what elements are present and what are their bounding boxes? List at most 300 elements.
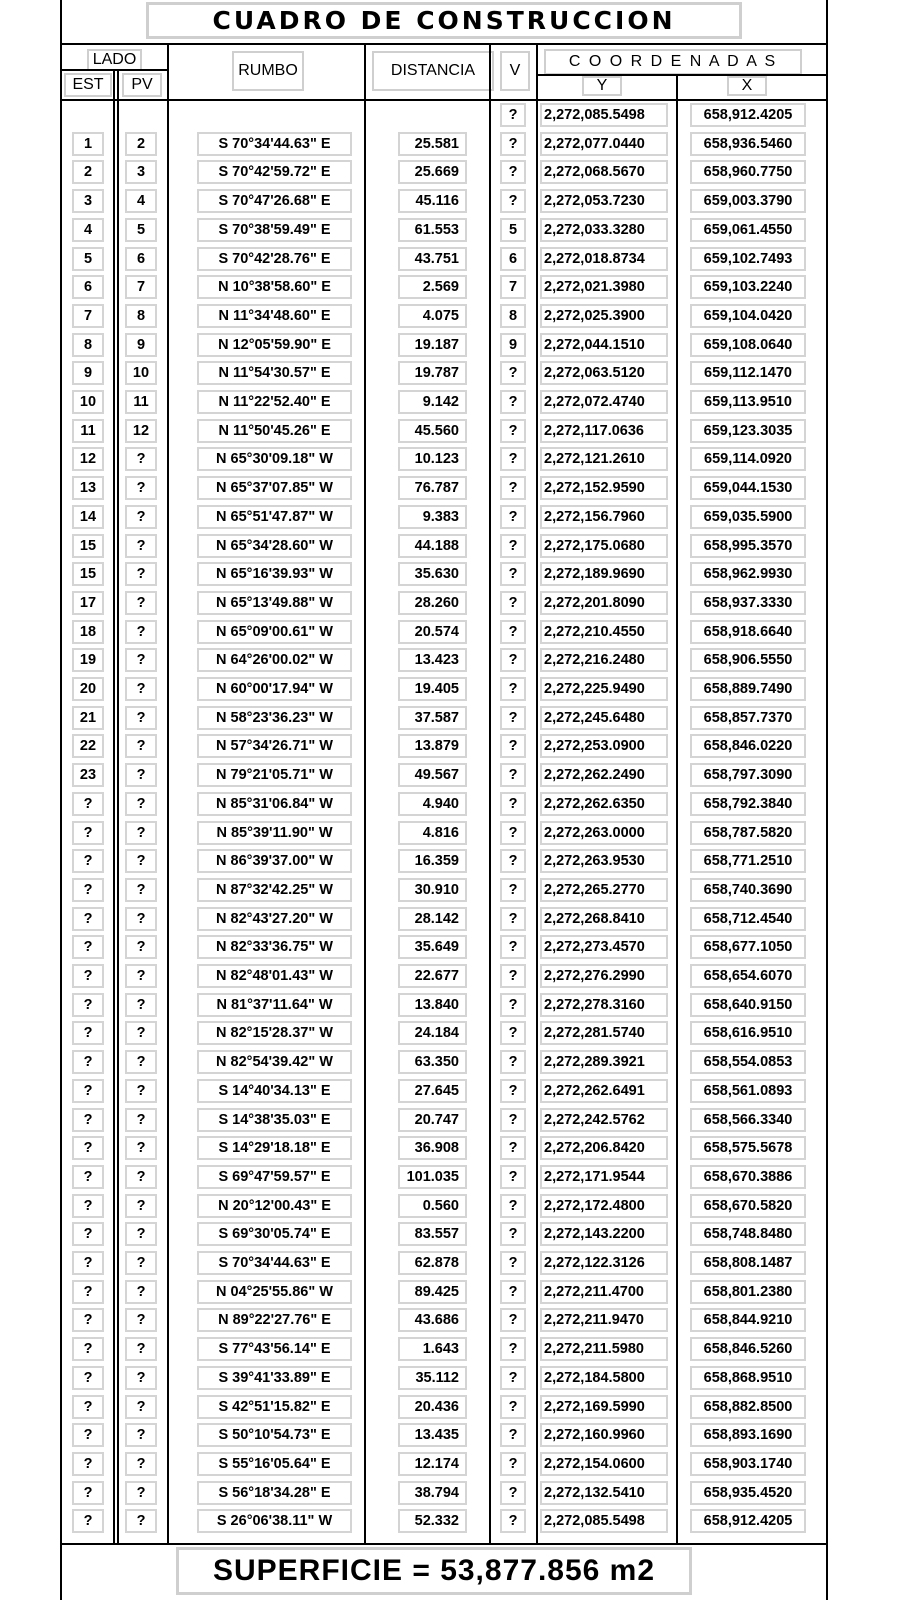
table-row — [62, 101, 826, 130]
coord-y-cell: 2,272,263.0000 — [540, 821, 668, 845]
header-lado: LADO — [87, 49, 142, 71]
table-row — [62, 1077, 826, 1106]
rumbo-cell: N 11°22'52.40" E — [197, 390, 352, 414]
v-cell: 7 — [500, 275, 526, 299]
coord-x-cell: 658,844.9210 — [690, 1308, 806, 1332]
coord-x-cell: 658,868.9510 — [690, 1366, 806, 1390]
distancia-cell: 89.425 — [398, 1280, 467, 1304]
rumbo-cell: S 70°34'44.63" E — [197, 132, 352, 156]
table-row — [62, 618, 826, 647]
v-cell: ? — [500, 849, 526, 873]
distancia-cell: 19.187 — [398, 333, 467, 357]
distancia-cell: 45.560 — [398, 419, 467, 443]
v-cell: ? — [500, 1108, 526, 1132]
table-row — [62, 187, 826, 216]
table-row — [62, 503, 826, 532]
coord-x-cell: 658,748.8480 — [690, 1222, 806, 1246]
coord-y-cell: 2,272,206.8420 — [540, 1136, 668, 1160]
coord-y-cell: 2,272,085.5498 — [540, 1509, 668, 1533]
coord-x-cell: 658,960.7750 — [690, 160, 806, 184]
coord-y-cell: 2,272,172.4800 — [540, 1194, 668, 1218]
coord-y-cell: 2,272,216.2480 — [540, 648, 668, 672]
coord-y-cell: 2,272,245.6480 — [540, 706, 668, 730]
table-row — [62, 1364, 826, 1393]
table-row — [62, 331, 826, 360]
est-cell: 9 — [72, 361, 104, 385]
v-cell: ? — [500, 763, 526, 787]
table-row — [62, 905, 826, 934]
est-cell: 8 — [72, 333, 104, 357]
coord-x-cell: 658,670.5820 — [690, 1194, 806, 1218]
est-cell: ? — [72, 907, 104, 931]
rumbo-cell: S 70°47'26.68" E — [197, 189, 352, 213]
est-cell: 18 — [72, 620, 104, 644]
table-row — [62, 1220, 826, 1249]
header-y: Y — [582, 76, 622, 96]
coord-y-cell: 2,272,063.5120 — [540, 361, 668, 385]
est-cell: ? — [72, 1481, 104, 1505]
table-row — [62, 1421, 826, 1450]
coord-x-cell: 658,962.9930 — [690, 562, 806, 586]
table-row — [62, 991, 826, 1020]
distancia-cell: 45.116 — [398, 189, 467, 213]
rumbo-cell: S 14°29'18.18" E — [197, 1136, 352, 1160]
v-cell: ? — [500, 878, 526, 902]
coord-x-cell: 658,937.3330 — [690, 591, 806, 615]
table-row — [62, 1163, 826, 1192]
coord-y-cell: 2,272,265.2770 — [540, 878, 668, 902]
coord-x-cell: 658,801.2380 — [690, 1280, 806, 1304]
distancia-cell: 35.112 — [398, 1366, 467, 1390]
coord-y-cell: 2,272,117.0636 — [540, 419, 668, 443]
coord-x-cell: 658,995.3570 — [690, 534, 806, 558]
coord-x-cell: 658,616.9510 — [690, 1021, 806, 1045]
table-row — [62, 675, 826, 704]
rumbo-cell: N 86°39'37.00" W — [197, 849, 352, 873]
distancia-cell: 52.332 — [398, 1509, 467, 1533]
coord-y-cell: 2,272,025.3900 — [540, 304, 668, 328]
coord-y-cell: 2,272,211.9470 — [540, 1308, 668, 1332]
rumbo-cell: N 64°26'00.02" W — [197, 648, 352, 672]
rumbo-cell: N 89°22'27.76" E — [197, 1308, 352, 1332]
est-cell: ? — [72, 1021, 104, 1045]
coord-y-cell: 2,272,211.4700 — [540, 1280, 668, 1304]
distancia-cell: 13.423 — [398, 648, 467, 672]
header-x: X — [727, 76, 767, 96]
coord-x-cell: 659,003.3790 — [690, 189, 806, 213]
v-cell: ? — [500, 390, 526, 414]
v-cell: ? — [500, 1366, 526, 1390]
v-cell: ? — [500, 476, 526, 500]
est-cell: ? — [72, 1050, 104, 1074]
pv-cell: ? — [125, 763, 157, 787]
coord-y-cell: 2,272,160.9960 — [540, 1423, 668, 1447]
coord-x-cell: 659,113.9510 — [690, 390, 806, 414]
coord-y-cell: 2,272,053.7230 — [540, 189, 668, 213]
est-cell: ? — [72, 1509, 104, 1533]
coord-y-cell: 2,272,201.8090 — [540, 591, 668, 615]
pv-cell: ? — [125, 1194, 157, 1218]
v-cell: ? — [500, 734, 526, 758]
pv-cell: ? — [125, 1423, 157, 1447]
coord-x-cell: 658,654.6070 — [690, 964, 806, 988]
pv-cell: ? — [125, 792, 157, 816]
rumbo-cell: N 65°09'00.61" W — [197, 620, 352, 644]
rumbo-cell: S 14°38'35.03" E — [197, 1108, 352, 1132]
v-cell: ? — [500, 1136, 526, 1160]
pv-cell: ? — [125, 648, 157, 672]
distancia-cell: 20.574 — [398, 620, 467, 644]
pv-cell: 9 — [125, 333, 157, 357]
pv-cell: 10 — [125, 361, 157, 385]
pv-cell: ? — [125, 1337, 157, 1361]
est-cell: 1 — [72, 132, 104, 156]
est-cell: 11 — [72, 419, 104, 443]
distancia-cell: 49.567 — [398, 763, 467, 787]
table-row — [62, 819, 826, 848]
v-cell: ? — [500, 821, 526, 845]
coord-x-cell: 659,044.1530 — [690, 476, 806, 500]
distancia-cell: 9.383 — [398, 505, 467, 529]
v-cell: ? — [500, 1165, 526, 1189]
coord-x-cell: 658,936.5460 — [690, 132, 806, 156]
rumbo-cell: N 65°13'49.88" W — [197, 591, 352, 615]
pv-cell: ? — [125, 1452, 157, 1476]
distancia-cell: 35.649 — [398, 935, 467, 959]
distancia-cell: 1.643 — [398, 1337, 467, 1361]
table-row — [62, 560, 826, 589]
distancia-cell: 61.553 — [398, 218, 467, 242]
table-row — [62, 1106, 826, 1135]
rumbo-cell: S 77°43'56.14" E — [197, 1337, 352, 1361]
est-cell: ? — [72, 1108, 104, 1132]
distancia-cell: 13.840 — [398, 993, 467, 1017]
rumbo-cell: N 79°21'05.71" W — [197, 763, 352, 787]
coord-y-cell: 2,272,210.4550 — [540, 620, 668, 644]
distancia-cell: 20.747 — [398, 1108, 467, 1132]
coord-y-cell: 2,272,242.5762 — [540, 1108, 668, 1132]
distancia-cell: 43.686 — [398, 1308, 467, 1332]
table-row — [62, 1249, 826, 1278]
distancia-cell: 83.557 — [398, 1222, 467, 1246]
coord-x-cell: 658,787.5820 — [690, 821, 806, 845]
distancia-cell: 20.436 — [398, 1395, 467, 1419]
coord-y-cell: 2,272,175.0680 — [540, 534, 668, 558]
coord-y-cell: 2,272,225.9490 — [540, 677, 668, 701]
est-cell: ? — [72, 935, 104, 959]
table-row — [62, 732, 826, 761]
table-row — [62, 1134, 826, 1163]
v-cell: ? — [500, 419, 526, 443]
table-row — [62, 1507, 826, 1536]
est-cell: 5 — [72, 247, 104, 271]
coord-x-cell: 658,893.1690 — [690, 1423, 806, 1447]
v-cell: ? — [500, 993, 526, 1017]
v-cell: ? — [500, 132, 526, 156]
distancia-cell: 27.645 — [398, 1079, 467, 1103]
v-cell: ? — [500, 964, 526, 988]
table-row — [62, 388, 826, 417]
coord-x-cell: 658,903.1740 — [690, 1452, 806, 1476]
rumbo-cell: N 65°30'09.18" W — [197, 447, 352, 471]
coord-y-cell: 2,272,171.9544 — [540, 1165, 668, 1189]
pv-cell: 2 — [125, 132, 157, 156]
est-cell: 21 — [72, 706, 104, 730]
v-cell: ? — [500, 648, 526, 672]
coord-y-cell: 2,272,289.3921 — [540, 1050, 668, 1074]
rumbo-cell: N 82°33'36.75" W — [197, 935, 352, 959]
coord-y-cell: 2,272,273.4570 — [540, 935, 668, 959]
table-row — [62, 474, 826, 503]
header-est: EST — [64, 73, 112, 97]
est-cell: 15 — [72, 534, 104, 558]
est-cell: ? — [72, 1395, 104, 1419]
rumbo-cell: S 69°30'05.74" E — [197, 1222, 352, 1246]
coord-x-cell: 659,112.1470 — [690, 361, 806, 385]
rumbo-cell: N 82°48'01.43" W — [197, 964, 352, 988]
pv-cell: ? — [125, 1222, 157, 1246]
rumbo-cell: N 85°39'11.90" W — [197, 821, 352, 845]
distancia-cell: 37.587 — [398, 706, 467, 730]
header-v: V — [500, 51, 530, 91]
est-cell: 19 — [72, 648, 104, 672]
coord-y-cell: 2,272,211.5980 — [540, 1337, 668, 1361]
rumbo-cell: S 70°42'59.72" E — [197, 160, 352, 184]
distancia-cell: 13.879 — [398, 734, 467, 758]
coord-y-cell: 2,272,276.2990 — [540, 964, 668, 988]
coord-x-cell: 658,792.3840 — [690, 792, 806, 816]
pv-cell: ? — [125, 620, 157, 644]
coord-x-cell: 658,677.1050 — [690, 935, 806, 959]
coord-x-cell: 659,123.3035 — [690, 419, 806, 443]
distancia-cell: 38.794 — [398, 1481, 467, 1505]
coord-y-cell: 2,272,018.8734 — [540, 247, 668, 271]
table-row — [62, 589, 826, 618]
coord-y-cell: 2,272,169.5990 — [540, 1395, 668, 1419]
v-cell: 5 — [500, 218, 526, 242]
rumbo-cell: N 04°25'55.86" W — [197, 1280, 352, 1304]
distancia-cell: 25.581 — [398, 132, 467, 156]
v-cell: ? — [500, 1308, 526, 1332]
coord-y-cell: 2,272,077.0440 — [540, 132, 668, 156]
est-cell: 15 — [72, 562, 104, 586]
construction-table — [60, 0, 828, 1600]
table-row — [62, 1306, 826, 1335]
rumbo-cell: N 20°12'00.43" E — [197, 1194, 352, 1218]
coord-x-cell: 658,712.4540 — [690, 907, 806, 931]
est-cell: 17 — [72, 591, 104, 615]
distancia-cell: 19.787 — [398, 361, 467, 385]
pv-cell: ? — [125, 734, 157, 758]
v-cell: ? — [500, 189, 526, 213]
coord-x-cell: 658,797.3090 — [690, 763, 806, 787]
table-row — [62, 532, 826, 561]
v-cell: ? — [500, 1423, 526, 1447]
distancia-cell: 28.142 — [398, 907, 467, 931]
table-row — [62, 273, 826, 302]
coord-y-cell: 2,272,121.2610 — [540, 447, 668, 471]
table-row — [62, 1048, 826, 1077]
rumbo-cell: N 85°31'06.84" W — [197, 792, 352, 816]
pv-cell: ? — [125, 677, 157, 701]
est-cell: ? — [72, 1136, 104, 1160]
header-distancia: DISTANCIA — [372, 51, 494, 91]
rumbo-cell: N 87°32'42.25" W — [197, 878, 352, 902]
rumbo-cell: N 11°50'45.26" E — [197, 419, 352, 443]
v-cell: ? — [500, 591, 526, 615]
coord-x-cell: 659,108.0640 — [690, 333, 806, 357]
v-cell: ? — [500, 1395, 526, 1419]
est-cell: ? — [72, 1308, 104, 1332]
pv-cell: ? — [125, 1366, 157, 1390]
v-cell: ? — [500, 103, 526, 127]
v-cell: ? — [500, 361, 526, 385]
table-row — [62, 646, 826, 675]
table-row — [62, 445, 826, 474]
est-cell: ? — [72, 1423, 104, 1447]
rumbo-cell: N 65°51'47.87" W — [197, 505, 352, 529]
pv-cell: ? — [125, 1509, 157, 1533]
v-cell: ? — [500, 1079, 526, 1103]
est-cell: 2 — [72, 160, 104, 184]
rumbo-cell: N 12°05'59.90" E — [197, 333, 352, 357]
est-cell: ? — [72, 1194, 104, 1218]
table-row — [62, 417, 826, 446]
coord-y-cell: 2,272,154.0600 — [540, 1452, 668, 1476]
table-row — [62, 1393, 826, 1422]
coord-y-cell: 2,272,033.3280 — [540, 218, 668, 242]
est-cell: ? — [72, 993, 104, 1017]
rumbo-cell: N 65°34'28.60" W — [197, 534, 352, 558]
coord-y-cell: 2,272,263.9530 — [540, 849, 668, 873]
rumbo-cell: N 11°34'48.60" E — [197, 304, 352, 328]
coord-y-cell: 2,272,122.3126 — [540, 1251, 668, 1275]
table-row — [62, 216, 826, 245]
coord-x-cell: 658,906.5550 — [690, 648, 806, 672]
distancia-cell: 24.184 — [398, 1021, 467, 1045]
distancia-cell: 16.359 — [398, 849, 467, 873]
superficie-total: SUPERFICIE = 53,877.856 m2 — [176, 1547, 692, 1595]
v-cell: 8 — [500, 304, 526, 328]
pv-cell: ? — [125, 1079, 157, 1103]
distancia-cell: 44.188 — [398, 534, 467, 558]
pv-cell: 12 — [125, 419, 157, 443]
coord-y-cell: 2,272,262.6491 — [540, 1079, 668, 1103]
rumbo-cell: N 65°16'39.93" W — [197, 562, 352, 586]
pv-cell: ? — [125, 878, 157, 902]
distancia-cell: 0.560 — [398, 1194, 467, 1218]
est-cell: ? — [72, 1337, 104, 1361]
v-cell: ? — [500, 1481, 526, 1505]
est-cell: 23 — [72, 763, 104, 787]
est-cell: 12 — [72, 447, 104, 471]
est-cell: ? — [72, 1366, 104, 1390]
pv-cell: ? — [125, 447, 157, 471]
coord-y-cell: 2,272,278.3160 — [540, 993, 668, 1017]
v-cell: ? — [500, 505, 526, 529]
pv-cell: 7 — [125, 275, 157, 299]
v-cell: ? — [500, 1452, 526, 1476]
coord-x-cell: 658,912.4205 — [690, 103, 806, 127]
pv-cell: ? — [125, 1395, 157, 1419]
distancia-cell: 4.816 — [398, 821, 467, 845]
coord-x-cell: 658,808.1487 — [690, 1251, 806, 1275]
v-cell: ? — [500, 792, 526, 816]
v-cell: 6 — [500, 247, 526, 271]
pv-cell: ? — [125, 505, 157, 529]
pv-cell: ? — [125, 706, 157, 730]
coord-x-cell: 659,104.0420 — [690, 304, 806, 328]
distancia-cell: 28.260 — [398, 591, 467, 615]
table-row — [62, 158, 826, 187]
pv-cell: ? — [125, 907, 157, 931]
distancia-cell: 30.910 — [398, 878, 467, 902]
coord-x-cell: 659,114.0920 — [690, 447, 806, 471]
coord-x-cell: 658,566.3340 — [690, 1108, 806, 1132]
v-cell: ? — [500, 1280, 526, 1304]
distancia-cell: 101.035 — [398, 1165, 467, 1189]
coord-x-cell: 658,670.3886 — [690, 1165, 806, 1189]
coord-y-cell: 2,272,189.9690 — [540, 562, 668, 586]
v-cell: ? — [500, 160, 526, 184]
pv-cell: ? — [125, 1108, 157, 1132]
est-cell: ? — [72, 792, 104, 816]
coord-x-cell: 658,771.2510 — [690, 849, 806, 873]
table-row — [62, 704, 826, 733]
coord-x-cell: 658,882.8500 — [690, 1395, 806, 1419]
table-row — [62, 933, 826, 962]
rumbo-cell: N 81°37'11.64" W — [197, 993, 352, 1017]
rumbo-cell: N 65°37'07.85" W — [197, 476, 352, 500]
pv-cell: 11 — [125, 390, 157, 414]
pv-cell: ? — [125, 849, 157, 873]
pv-cell: ? — [125, 1308, 157, 1332]
table-row — [62, 1192, 826, 1221]
coord-y-cell: 2,272,072.4740 — [540, 390, 668, 414]
title-row — [62, 0, 826, 45]
pv-cell: ? — [125, 1050, 157, 1074]
est-cell: 20 — [72, 677, 104, 701]
est-cell: 6 — [72, 275, 104, 299]
coord-y-cell: 2,272,262.2490 — [540, 763, 668, 787]
coord-y-cell: 2,272,152.9590 — [540, 476, 668, 500]
pv-cell: ? — [125, 1251, 157, 1275]
v-cell: 9 — [500, 333, 526, 357]
v-cell: ? — [500, 562, 526, 586]
coord-x-cell: 658,561.0893 — [690, 1079, 806, 1103]
coord-y-cell: 2,272,262.6350 — [540, 792, 668, 816]
table-row — [62, 302, 826, 331]
distancia-cell: 22.677 — [398, 964, 467, 988]
rumbo-cell: S 56°18'34.28" E — [197, 1481, 352, 1505]
est-cell: ? — [72, 1251, 104, 1275]
est-cell: ? — [72, 849, 104, 873]
v-cell: ? — [500, 1509, 526, 1533]
rumbo-cell: S 26°06'38.11" W — [197, 1509, 352, 1533]
coord-x-cell: 659,102.7493 — [690, 247, 806, 271]
rumbo-cell: S 14°40'34.13" E — [197, 1079, 352, 1103]
coord-x-cell: 658,846.0220 — [690, 734, 806, 758]
table-row — [62, 1335, 826, 1364]
rumbo-cell: N 10°38'58.60" E — [197, 275, 352, 299]
distancia-cell: 25.669 — [398, 160, 467, 184]
pv-cell: ? — [125, 562, 157, 586]
coord-x-cell: 658,640.9150 — [690, 993, 806, 1017]
table-row — [62, 359, 826, 388]
est-cell: 7 — [72, 304, 104, 328]
coord-y-cell: 2,272,085.5498 — [540, 103, 668, 127]
table-row — [62, 1278, 826, 1307]
